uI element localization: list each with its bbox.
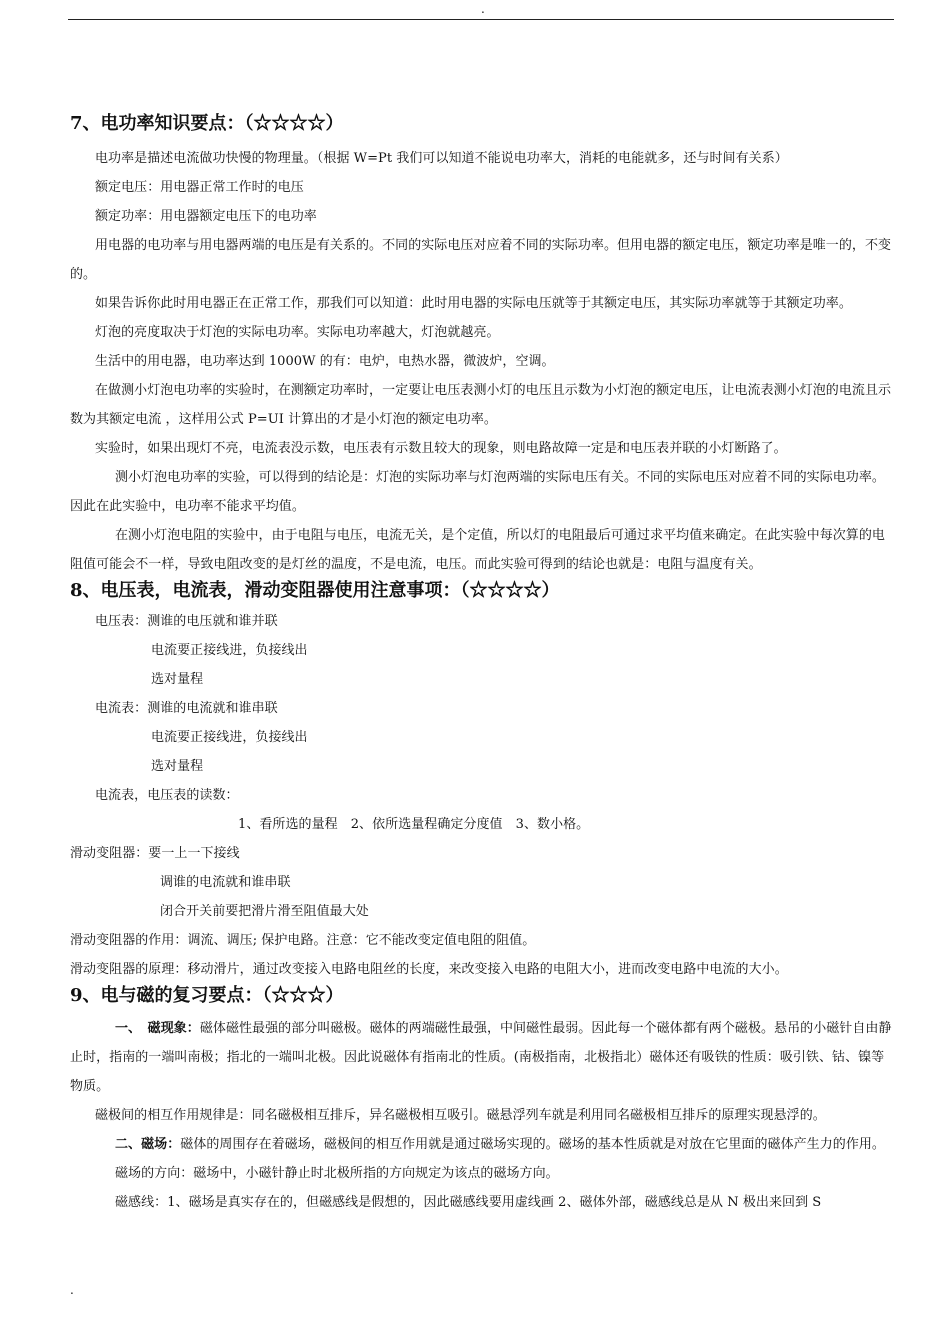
list-item: 滑动变阻器的作用：调流、调压; 保护电路。注意：它不能改变定值电阻的阻值。	[70, 933, 536, 948]
paragraph: 磁极间的相互作用规律是：同名磁极相互排斥，异名磁极相互吸引。磁悬浮列车就是利用同名磁极相互排斥的原理实现悬浮的。	[95, 1108, 826, 1123]
paragraph: 测小灯泡电功率的实验，可以得到的结论是：灯泡的实际功率与灯泡两端的实际电压有关。不同的实际电压对应着不同的实际电功率。因此在此实验中，电功率不能求平均值。	[70, 470, 885, 514]
list-item: 电流要正接线进，负接线出	[151, 730, 308, 745]
paragraph-text: 磁体的周围存在着磁场，磁极间的相互作用就是通过磁场实现的。磁场的基本性质就是对放在它里面的磁体产生力的作用。	[180, 1137, 885, 1152]
paragraph: 用电器的电功率与用电器两端的电压是有关系的。不同的实际电压对应着不同的实际功率。但用电器的额定电压，额定功率是唯一的，不变的。	[70, 238, 892, 282]
section-8-heading: 8、电压表，电流表，滑动变阻器使用注意事项：（☆☆☆☆）	[70, 580, 560, 601]
paragraph-text: 磁体磁性最强的部分叫磁极。磁体的两端磁性最强，中间磁性最弱。因此每一个磁体都有两个磁极。悬吊的小磁针自由静止时，指南的一端叫南极；指北的一端叫北极。因此说磁体有指南北的性质。(南极指南，北极指北）磁体还有吸铁的性质：吸引铁、钴、镍等物质。	[70, 1021, 892, 1094]
subheading: 二、磁场：	[115, 1137, 181, 1152]
paragraph: 在做测小灯泡电功率的实验时，在测额定功率时，一定要让电压表测小灯的电压且示数为小灯泡的额定电压，让电流表测小灯泡的电流且示数为其额定电流 ，这样用公式 P=UI 计算出的才是小灯泡的额定电功率。	[70, 383, 892, 427]
list-item: 电压表：测谁的电压就和谁并联	[95, 614, 278, 629]
subheading: 一、 磁现象：	[115, 1021, 200, 1036]
footer-mark: .	[70, 1283, 74, 1297]
paragraph: 如果告诉你此时用电器正在正常工作，那我们可以知道：此时用电器的实际电压就等于其额定电压，其实际功率就等于其额定功率。	[95, 296, 852, 311]
list-item: 选对量程	[151, 759, 204, 774]
paragraph: 在测小灯泡电阻的实验中，由于电阻与电压，电流无关，是个定值，所以灯的电阻最后可通过求平均值来确定。在此实验中每次算的电阻值可能会不一样，导致电阻改变的是灯丝的温度，不是电流，电压。而此实验可得到的结论也就是：电阻与温度有关。	[70, 528, 885, 572]
list-item: 调谁的电流就和谁串联	[160, 875, 291, 890]
list-item: 滑动变阻器的原理：移动滑片，通过改变接入电路电阻丝的长度，来改变接入电路的电阻大小，进而改变电路中电流的大小。	[70, 962, 788, 977]
header-mark: .	[481, 2, 485, 16]
document-body	[70, 112, 896, 1217]
list-item: 闭合开关前要把滑片滑至阻值最大处	[160, 904, 369, 919]
section-7-heading: 7、电功率知识要点：（☆☆☆☆）	[70, 113, 344, 134]
list-item: 选对量程	[151, 672, 204, 687]
list-item: 电流要正接线进，负接线出	[151, 643, 308, 658]
list-item: 电流表：测谁的电流就和谁串联	[95, 701, 278, 716]
paragraph: 磁感线：1、磁场是真实存在的，但磁感线是假想的，因此磁感线要用虚线画 2、磁体外部，磁感线总是从 N 极出来回到 S	[115, 1195, 822, 1210]
paragraph: 灯泡的亮度取决于灯泡的实际电功率。实际电功率越大，灯泡就越亮。	[95, 325, 500, 340]
list-item: 1、看所选的量程 2、依所选量程确定分度值 3、数小格。	[238, 817, 590, 832]
paragraph	[70, 1014, 896, 1101]
paragraph	[70, 1130, 896, 1159]
paragraph: 磁场的方向：磁场中，小磁针静止时北极所指的方向规定为该点的磁场方向。	[115, 1166, 559, 1181]
paragraph: 实验时，如果出现灯不亮，电流表没示数，电压表有示数且较大的现象，则电路故障一定是和电压表并联的小灯断路了。	[95, 441, 787, 456]
list-item: 电流表，电压表的读数：	[95, 788, 239, 803]
header-rule	[68, 19, 894, 20]
list-item: 滑动变阻器：要一上一下接线	[70, 846, 240, 861]
paragraph: 电功率是描述电流做功快慢的物理量。（根据 W=Pt 我们可以知道不能说电功率大，消耗的电能就多，还与时间有关系）	[95, 151, 788, 166]
paragraph: 额定功率：用电器额定电压下的电功率	[95, 209, 317, 224]
paragraph: 额定电压：用电器正常工作时的电压	[95, 180, 304, 195]
paragraph: 生活中的用电器，电功率达到 1000W 的有：电炉，电热水器，微波炉，空调。	[95, 354, 555, 369]
section-9-heading: 9、电与磁的复习要点：（☆☆☆）	[70, 985, 344, 1006]
